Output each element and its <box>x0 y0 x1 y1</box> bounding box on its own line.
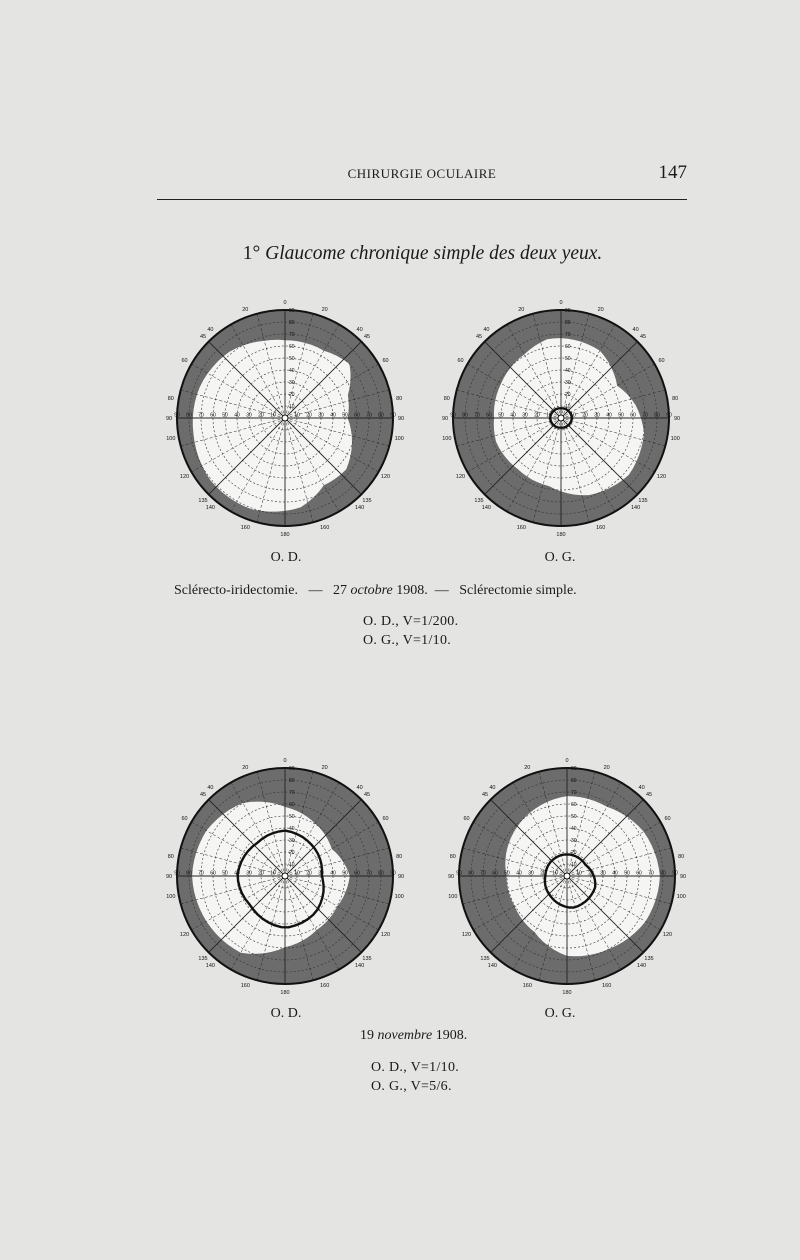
scale-label: 30 <box>528 870 534 877</box>
meridian-label: 120 <box>662 932 673 938</box>
scale-label: 40 <box>330 870 336 877</box>
caption2-date-day: 19 <box>360 1028 374 1043</box>
scale-label: 20 <box>306 870 312 877</box>
scale-label: 40 <box>330 412 336 419</box>
meridian-label: 120 <box>656 474 667 480</box>
section-title <box>150 243 695 265</box>
meridian-label: 0 <box>283 758 287 764</box>
scale-label: 40 <box>510 412 516 419</box>
header-rule <box>157 199 687 200</box>
section-number: 1° <box>242 243 261 264</box>
meridian-label: 40 <box>356 327 363 334</box>
meridian-label: 100 <box>166 436 176 443</box>
meridian-label: 60 <box>181 816 188 822</box>
scale-label: 20 <box>258 870 264 877</box>
scale-label: 50 <box>618 412 624 419</box>
caption-right: Sclérectomie simple. <box>459 583 577 598</box>
meridian-label: 90 <box>165 416 173 422</box>
scale-label: 10 <box>294 412 300 419</box>
acuity-og-1: O. G., V=1/10. <box>363 633 452 648</box>
scale-label: 50 <box>342 412 348 419</box>
meridian-label: 20 <box>321 307 328 313</box>
scale-label: 10 <box>294 870 300 877</box>
fixation-point <box>282 415 288 421</box>
meridian-label: 20 <box>603 765 610 771</box>
meridian-label: 40 <box>207 327 214 334</box>
meridian-label: 100 <box>166 894 176 901</box>
meridian-label: 140 <box>487 962 497 969</box>
scale-label: 80 <box>462 412 468 419</box>
meridian-label: 80 <box>672 395 679 402</box>
meridian-label: 100 <box>442 436 452 443</box>
scale-label: 10 <box>289 862 295 868</box>
scale-label: 50 <box>624 870 630 877</box>
meridian-label: 60 <box>181 358 188 364</box>
scale-label: 30 <box>318 870 324 877</box>
scale-label: 60 <box>289 802 295 808</box>
scale-label: 50 <box>222 412 228 419</box>
meridian-label: 120 <box>455 474 466 480</box>
fixation-point <box>282 873 288 879</box>
meridian-label: 45 <box>199 334 207 340</box>
scale-label: 10 <box>270 412 276 419</box>
meridian-label: 90 <box>397 874 405 880</box>
scale-label: 20 <box>289 392 295 398</box>
scale-label: 30 <box>246 870 252 877</box>
meridian-label: 135 <box>644 956 654 962</box>
scale-label: 90 <box>450 412 456 419</box>
caption2-date-year: 1908. <box>435 1028 468 1043</box>
meridian-label: 100 <box>394 436 404 443</box>
scale-label: 10 <box>565 404 571 410</box>
meridian-label: 160 <box>522 983 532 989</box>
meridian-label: 140 <box>205 962 215 969</box>
scale-label: 50 <box>289 814 295 820</box>
scale-label: 10 <box>289 404 295 410</box>
scale-label: 80 <box>289 778 295 784</box>
meridian-label: 100 <box>394 894 404 901</box>
meridian-label: 100 <box>676 894 686 901</box>
scale-label: 60 <box>210 412 216 419</box>
visual-field-chart-od-2 <box>165 758 405 996</box>
scale-label: 80 <box>660 870 666 877</box>
meridian-label: 100 <box>670 436 680 443</box>
meridian-label: 180 <box>280 532 290 538</box>
meridian-label: 160 <box>320 525 330 531</box>
meridian-label: 60 <box>457 358 464 364</box>
scale-label: 70 <box>642 412 648 419</box>
scale-label: 30 <box>246 412 252 419</box>
meridian-label: 160 <box>320 983 330 989</box>
meridian-label: 160 <box>596 525 606 531</box>
scale-label: 40 <box>565 368 571 374</box>
meridian-label: 135 <box>474 498 484 504</box>
caption-date-day: 27 <box>333 583 347 598</box>
meridian-label: 160 <box>516 525 526 531</box>
scale-label: 80 <box>468 870 474 877</box>
figure1-caption <box>174 583 577 599</box>
scale-label: 20 <box>588 870 594 877</box>
meridian-label: 45 <box>199 792 207 798</box>
scale-label: 20 <box>258 412 264 419</box>
meridian-label: 120 <box>380 932 391 938</box>
meridian-label: 45 <box>475 334 483 340</box>
scale-label: 20 <box>289 850 295 856</box>
scale-label: 40 <box>289 368 295 374</box>
meridian-label: 135 <box>480 956 490 962</box>
meridian-label: 160 <box>240 983 250 989</box>
page-number: 147 <box>658 162 687 183</box>
meridian-label: 135 <box>638 498 648 504</box>
scale-label: 90 <box>390 412 396 419</box>
meridian-label: 20 <box>321 765 328 771</box>
meridian-label: 45 <box>363 792 371 798</box>
scale-label: 20 <box>565 392 571 398</box>
caption2-date-month: novembre <box>377 1028 433 1043</box>
scale-label: 10 <box>546 412 552 419</box>
scale-label: 30 <box>289 380 295 386</box>
scale-label: 70 <box>366 412 372 419</box>
scale-label: 40 <box>606 412 612 419</box>
scale-label: 70 <box>366 870 372 877</box>
scale-label: 80 <box>289 320 295 326</box>
meridian-label: 40 <box>207 785 214 792</box>
meridian-label: 45 <box>481 792 489 798</box>
meridian-label: 180 <box>556 532 566 538</box>
meridian-label: 45 <box>639 334 647 340</box>
meridian-label: 180 <box>562 990 572 996</box>
meridian-label: 120 <box>380 474 391 480</box>
scale-label: 10 <box>552 870 558 877</box>
scale-label: 90 <box>565 308 571 314</box>
meridian-label: 135 <box>362 498 372 504</box>
meridian-label: 120 <box>179 474 190 480</box>
meridian-label: 90 <box>165 874 173 880</box>
scale-label: 70 <box>648 870 654 877</box>
meridian-label: 20 <box>518 307 525 313</box>
fixation-point <box>564 873 570 879</box>
scale-label: 60 <box>210 870 216 877</box>
eye-label-og-1: O. G. <box>544 550 576 565</box>
scale-label: 30 <box>318 412 324 419</box>
meridian-label: 100 <box>448 894 458 901</box>
meridian-label: 80 <box>167 853 174 860</box>
meridian-label: 80 <box>678 853 685 860</box>
acuity-od-1: O. D., V=1/200. <box>363 614 459 629</box>
scale-label: 30 <box>522 412 528 419</box>
meridian-label: 135 <box>198 956 208 962</box>
figure2-caption <box>360 1028 467 1044</box>
meridian-label: 80 <box>396 853 403 860</box>
scale-label: 40 <box>571 826 577 832</box>
scale-label: 90 <box>390 870 396 877</box>
scale-label: 50 <box>222 870 228 877</box>
scale-label: 70 <box>198 412 204 419</box>
scale-label: 60 <box>354 870 360 877</box>
scale-label: 70 <box>289 790 295 796</box>
scale-label: 80 <box>378 870 384 877</box>
scale-label: 40 <box>234 412 240 419</box>
meridian-label: 0 <box>559 300 563 306</box>
meridian-label: 60 <box>658 358 665 364</box>
scale-label: 90 <box>289 766 295 772</box>
meridian-label: 40 <box>356 785 363 792</box>
meridian-label: 140 <box>637 962 647 969</box>
scale-label: 20 <box>534 412 540 419</box>
visual-field-chart-od-1 <box>165 300 405 538</box>
fixation-point <box>558 415 564 421</box>
meridian-label: 90 <box>447 874 455 880</box>
running-head <box>157 162 687 186</box>
meridian-label: 60 <box>463 816 470 822</box>
meridian-label: 140 <box>205 504 215 511</box>
scale-label: 90 <box>174 870 180 877</box>
meridian-label: 160 <box>602 983 612 989</box>
meridian-label: 140 <box>355 962 365 969</box>
eye-label-od-1: O. D. <box>270 550 302 565</box>
scale-label: 60 <box>636 870 642 877</box>
scale-label: 60 <box>486 412 492 419</box>
meridian-label: 40 <box>489 785 496 792</box>
scale-label: 90 <box>666 412 672 419</box>
meridian-label: 0 <box>565 758 569 764</box>
acuity-od-2: O. D., V=1/10. <box>371 1060 460 1075</box>
meridian-label: 160 <box>240 525 250 531</box>
scale-label: 30 <box>565 380 571 386</box>
meridian-label: 180 <box>280 990 290 996</box>
visual-field-chart-og-2 <box>447 758 687 996</box>
scale-label: 80 <box>565 320 571 326</box>
meridian-label: 45 <box>363 334 371 340</box>
scale-label: 50 <box>498 412 504 419</box>
meridian-label: 20 <box>597 307 604 313</box>
meridian-label: 40 <box>632 327 639 334</box>
caption-date-month: octobre <box>350 583 393 598</box>
scale-label: 50 <box>289 356 295 362</box>
meridian-label: 90 <box>397 416 405 422</box>
scale-label: 10 <box>570 412 576 419</box>
meridian-label: 140 <box>481 504 491 511</box>
scale-label: 10 <box>270 870 276 877</box>
meridian-label: 120 <box>179 932 190 938</box>
scale-label: 10 <box>576 870 582 877</box>
meridian-label: 90 <box>679 874 687 880</box>
scale-label: 80 <box>571 778 577 784</box>
meridian-label: 20 <box>524 765 531 771</box>
meridian-label: 20 <box>242 765 249 771</box>
meridian-label: 60 <box>382 816 389 822</box>
meridian-label: 60 <box>382 358 389 364</box>
meridian-label: 80 <box>167 395 174 402</box>
meridian-label: 90 <box>673 416 681 422</box>
eye-label-od-2: O. D. <box>270 1006 302 1021</box>
scale-label: 30 <box>571 838 577 844</box>
scale-label: 40 <box>612 870 618 877</box>
running-title: CHIRURGIE OCULAIRE <box>347 166 497 181</box>
caption-date-year: 1908. <box>396 583 428 598</box>
scale-label: 70 <box>474 412 480 419</box>
caption-dash-2: — <box>434 583 449 598</box>
caption-left: Sclérecto-iridectomie. <box>174 583 298 598</box>
meridian-label: 80 <box>443 395 450 402</box>
scale-label: 90 <box>571 766 577 772</box>
scale-label: 70 <box>289 332 295 338</box>
scale-label: 40 <box>234 870 240 877</box>
scale-label: 40 <box>289 826 295 832</box>
scale-label: 80 <box>378 412 384 419</box>
scale-label: 90 <box>672 870 678 877</box>
meridian-label: 140 <box>355 504 365 511</box>
scale-label: 90 <box>289 308 295 314</box>
meridian-label: 80 <box>449 853 456 860</box>
scale-label: 50 <box>504 870 510 877</box>
scale-label: 60 <box>289 344 295 350</box>
scale-label: 30 <box>600 870 606 877</box>
meridian-label: 60 <box>664 816 671 822</box>
scale-label: 20 <box>571 850 577 856</box>
meridian-label: 135 <box>198 498 208 504</box>
scale-label: 70 <box>565 332 571 338</box>
meridian-label: 40 <box>638 785 645 792</box>
scale-label: 70 <box>480 870 486 877</box>
eye-label-og-2: O. G. <box>544 1006 576 1021</box>
scale-label: 40 <box>516 870 522 877</box>
meridian-label: 90 <box>441 416 449 422</box>
scale-label: 60 <box>492 870 498 877</box>
scale-label: 70 <box>198 870 204 877</box>
scale-label: 20 <box>540 870 546 877</box>
acuity-og-2: O. G., V=5/6. <box>371 1079 452 1094</box>
scale-label: 20 <box>582 412 588 419</box>
section-title-text: Glaucome chronique simple des deux yeux. <box>265 243 603 264</box>
scale-label: 50 <box>342 870 348 877</box>
scale-label: 70 <box>571 790 577 796</box>
scale-label: 80 <box>186 412 192 419</box>
meridian-label: 20 <box>242 307 249 313</box>
meridian-label: 140 <box>631 504 641 511</box>
meridian-label: 80 <box>396 395 403 402</box>
scale-label: 60 <box>571 802 577 808</box>
meridian-label: 120 <box>461 932 472 938</box>
scale-label: 10 <box>571 862 577 868</box>
meridian-label: 45 <box>645 792 653 798</box>
scale-label: 20 <box>306 412 312 419</box>
caption-dash-1: — <box>308 583 323 598</box>
scale-label: 90 <box>174 412 180 419</box>
scale-label: 90 <box>456 870 462 877</box>
scale-label: 50 <box>565 356 571 362</box>
meridian-label: 0 <box>283 300 287 306</box>
scale-label: 30 <box>289 838 295 844</box>
scale-label: 30 <box>594 412 600 419</box>
visual-field-chart-og-1 <box>441 300 681 538</box>
scale-label: 60 <box>354 412 360 419</box>
scale-label: 60 <box>630 412 636 419</box>
scale-label: 80 <box>186 870 192 877</box>
meridian-label: 135 <box>362 956 372 962</box>
scale-label: 60 <box>565 344 571 350</box>
meridian-label: 40 <box>483 327 490 334</box>
scale-label: 50 <box>571 814 577 820</box>
scale-label: 80 <box>654 412 660 419</box>
